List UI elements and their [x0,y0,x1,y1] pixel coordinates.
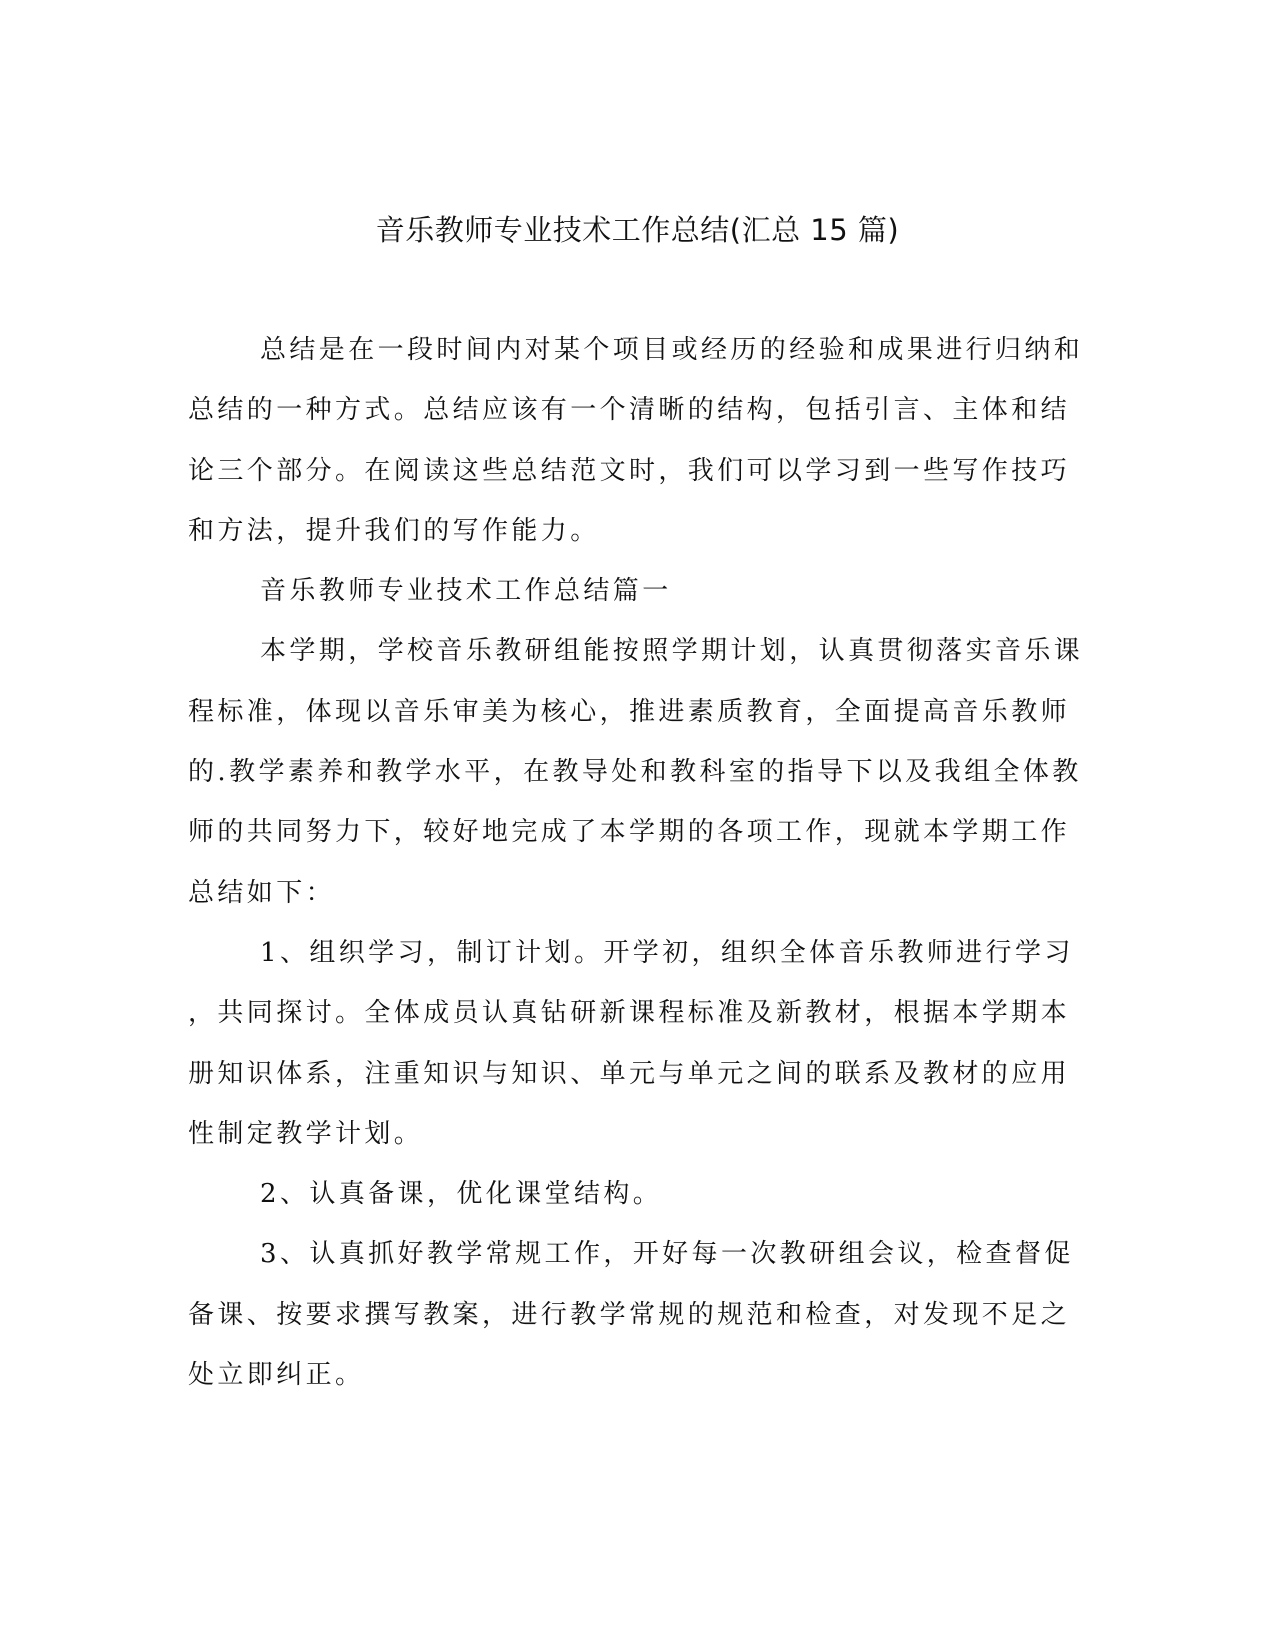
text-line: 的.教学素养和教学水平，在教导处和教科室的指导下以及我组全体教 [188,757,1082,788]
text-line: 1、组织学习，制订计划。开学初，组织全体音乐教师进行学习 [260,937,1074,968]
section-heading-text: 音乐教师专业技术工作总结篇一 [260,576,672,607]
text-line: 总结是在一段时间内对某个项目或经历的经验和成果进行归纳和 [260,335,1084,365]
text-line: 处立即纠正。 [188,1360,365,1391]
text-line: 总结如下： [188,877,336,908]
text-line: 和方法，提升我们的写作能力。 [188,515,600,546]
list-item-3 [188,1224,1083,1405]
text-line: 性制定教学计划。 [188,1118,424,1149]
list-item-1 [188,923,1083,1164]
body-paragraph [188,621,1083,922]
document-body [188,320,1083,1405]
text-line: 总结的一种方式。总结应该有一个清晰的结构，包括引言、主体和结 [188,395,1071,426]
intro-paragraph [188,320,1083,561]
section-heading [188,561,1083,621]
text-line: 本学期，学校音乐教研组能按照学期计划，认真贯彻落实音乐课 [260,636,1084,667]
text-line: 2、认真备课，优化课堂结构。 [260,1179,663,1210]
list-item-2 [188,1164,1083,1224]
text-line: 程标准，体现以音乐审美为核心，推进素质教育，全面提高音乐教师 [188,696,1071,727]
text-line: 师的共同努力下，较好地完成了本学期的各项工作，现就本学期工作 [188,817,1071,848]
text-line: ，共同探讨。全体成员认真钻研新课程标准及新教材，根据本学期本 [188,998,1071,1029]
text-line: 论三个部分。在阅读这些总结范文时，我们可以学习到一些写作技巧 [188,455,1071,486]
text-line: 3、认真抓好教学常规工作，开好每一次教研组会议，检查督促 [260,1239,1074,1270]
text-line: 备课、按要求撰写教案，进行教学常规的规范和检查，对发现不足之 [188,1299,1071,1330]
document-title: 音乐教师专业技术工作总结(汇总 15 篇) [375,213,900,247]
text-line: 册知识体系，注重知识与知识、单元与单元之间的联系及教材的应用 [188,1058,1071,1089]
